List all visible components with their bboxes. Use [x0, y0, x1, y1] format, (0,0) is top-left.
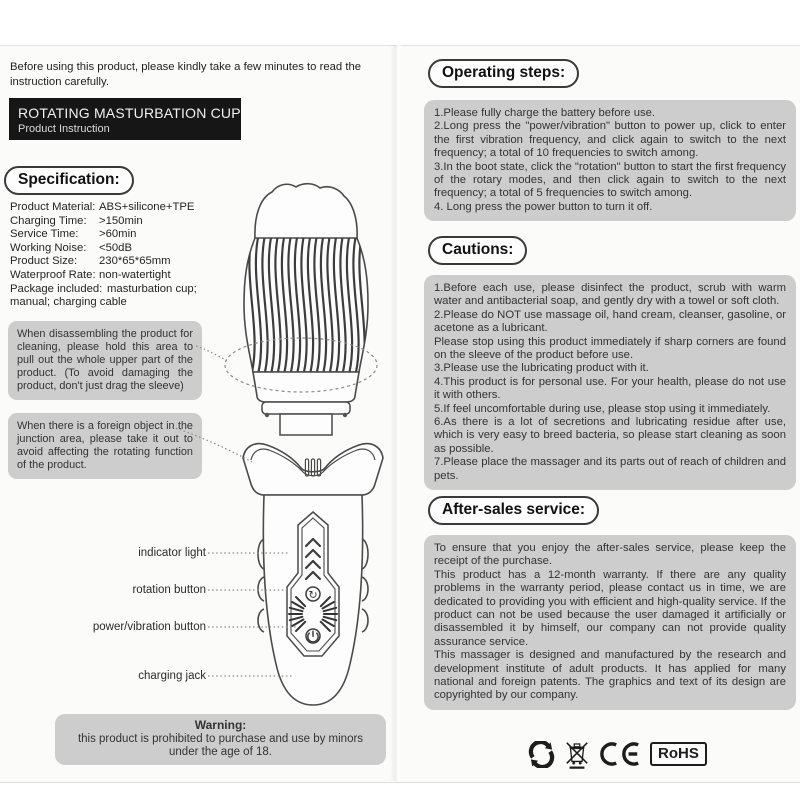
warning-text: this product is prohibited to purchase and use by minors under the age of 18. [77, 732, 364, 758]
rotation-arrow-icon: ↻ [308, 588, 318, 602]
operating-step: 3.In the boot state, click the "rotation" button to start the first frequency of the rotary modes, and then click again to switch to the next frequency; a total of 5 frequencies to switch among. [434, 160, 786, 200]
intro-text: Before using this product, please kindly take a few minutes to read the instruction carefully. [10, 61, 362, 88]
part-label-charging-jack: charging jack [138, 670, 206, 682]
spec-value: <50dB [99, 241, 132, 254]
cautions-heading: Cautions: [428, 236, 527, 265]
after-sales-heading: After-sales service: [428, 496, 599, 525]
handle-collar [243, 444, 383, 495]
spec-value: non-watertight [99, 268, 171, 281]
cup-base-plate [262, 402, 350, 414]
caution-item: 5.If feel uncomfortable during use, please stop using it immediately. [434, 402, 771, 415]
operating-steps-box [424, 100, 796, 221]
handle-diagram [235, 438, 391, 714]
spec-value-wrap: manual; charging cable [10, 296, 127, 309]
spec-value: ABS+silicone+TPE [99, 201, 195, 213]
caution-item: Please stop using this product immediately if sharp corners are found on the sleeve of the product before use. [434, 335, 786, 362]
spec-value: >60min [99, 228, 137, 241]
caution-item: 7.Please place the massager and its parts out of reach of children and pets. [434, 456, 786, 482]
after-sales-paragraph: This product has a 12-month warranty. If there are any quality problems in the warranty period, please contact us in time, we are dedicated to providing you with efficient and high-quality service. If the product can not be used because the user damaged it artificially or disassembled it by himself, our company can not provide quality assurance service. [434, 568, 786, 648]
product-title: ROTATING MASTURBATION CUP [18, 105, 241, 121]
caution-item: 4.This product is for personal use. For your health, please do not use it with others. [434, 375, 786, 402]
green-dot-recycle-icon [528, 741, 555, 768]
caution-item: 2.Please do NOT use massage oil, hand cream, cleanser, gasoline, or acetone as a lubricant. [434, 308, 786, 335]
operating-steps-heading: Operating steps: [428, 59, 579, 88]
junction-connector [280, 414, 332, 435]
after-sales-paragraph: To ensure that you enjoy the after-sales service, please keep the receipt of the purchase. [434, 542, 786, 568]
specification-heading: Specification: [4, 166, 134, 195]
part-label-rotation-button: rotation button [132, 584, 206, 596]
operating-step: 1.Please fully charge the battery before use. [434, 107, 656, 119]
spec-label: Product Material: [10, 201, 96, 213]
spec-label: Working Noise: [10, 241, 87, 254]
spec-value: masturbation cup; [107, 282, 197, 295]
spec-label: Package included: [10, 282, 103, 295]
spec-label: Service Time: [10, 228, 79, 241]
spec-label: Product Size: [10, 255, 78, 268]
spec-label: Waterproof Rate: [10, 268, 96, 281]
cautions-box [424, 275, 796, 490]
operating-step: 4. Long press the power button to turn it off. [434, 200, 653, 213]
spec-label: Charging Time: [10, 214, 87, 227]
cup-cap [255, 184, 357, 239]
cup-diagram [212, 182, 400, 444]
base-ear-right [343, 413, 347, 417]
rohs-badge: RoHS [650, 742, 707, 766]
after-sales-box [424, 535, 796, 710]
callout-disassemble: When disassembling the product for cleaning, please hold this area to pull out the whole upper part of the product. (To avoid damaging the product, don't just drag the sleeve) [8, 321, 202, 400]
product-title-block [9, 98, 241, 140]
warning-box [55, 714, 386, 765]
part-label-power-vibration-button: power/vibration button [92, 621, 206, 633]
product-subtitle: Product Instruction [18, 123, 110, 135]
certification-marks [528, 738, 707, 770]
base-ear-left [265, 413, 269, 417]
spec-value: 230*65*65mm [99, 255, 171, 268]
operating-step: 2.Long press the "power/vibration" button to power up, click to enter the first vibration frequency, and click again to switch to the next frequency; a total of 10 frequencies to switch among. [434, 120, 786, 160]
ce-mark-icon [599, 741, 641, 767]
after-sales-paragraph: This massager is designed and manufactured by the research and development institute of adult products. It has applied for many national and foreign patents. The graphics and text of its design are copyrighted by our company. [434, 649, 786, 702]
warning-title: Warning: [194, 718, 247, 732]
part-label-indicator-light: indicator light [138, 547, 206, 559]
caution-item: 3.Please use the lubricating product with it. [434, 362, 649, 375]
caution-item: 6.As there is a lot of secretions and lubricating residue after use, which is very easy to breed bacteria, so please start cleaning as soon as possible. [434, 416, 786, 455]
spec-value: >150min [99, 214, 143, 227]
callout-foreign-object: When there is a foreign object in the junction area, please take it out to avoid affecting the rotating function of the product. [8, 413, 202, 479]
weee-bin-icon [564, 738, 590, 770]
caution-item: 1.Before each use, please disinfect the product, scrub with warm water and antibacterial soap, and gently dry with a towel or soft cloth. [434, 282, 786, 308]
